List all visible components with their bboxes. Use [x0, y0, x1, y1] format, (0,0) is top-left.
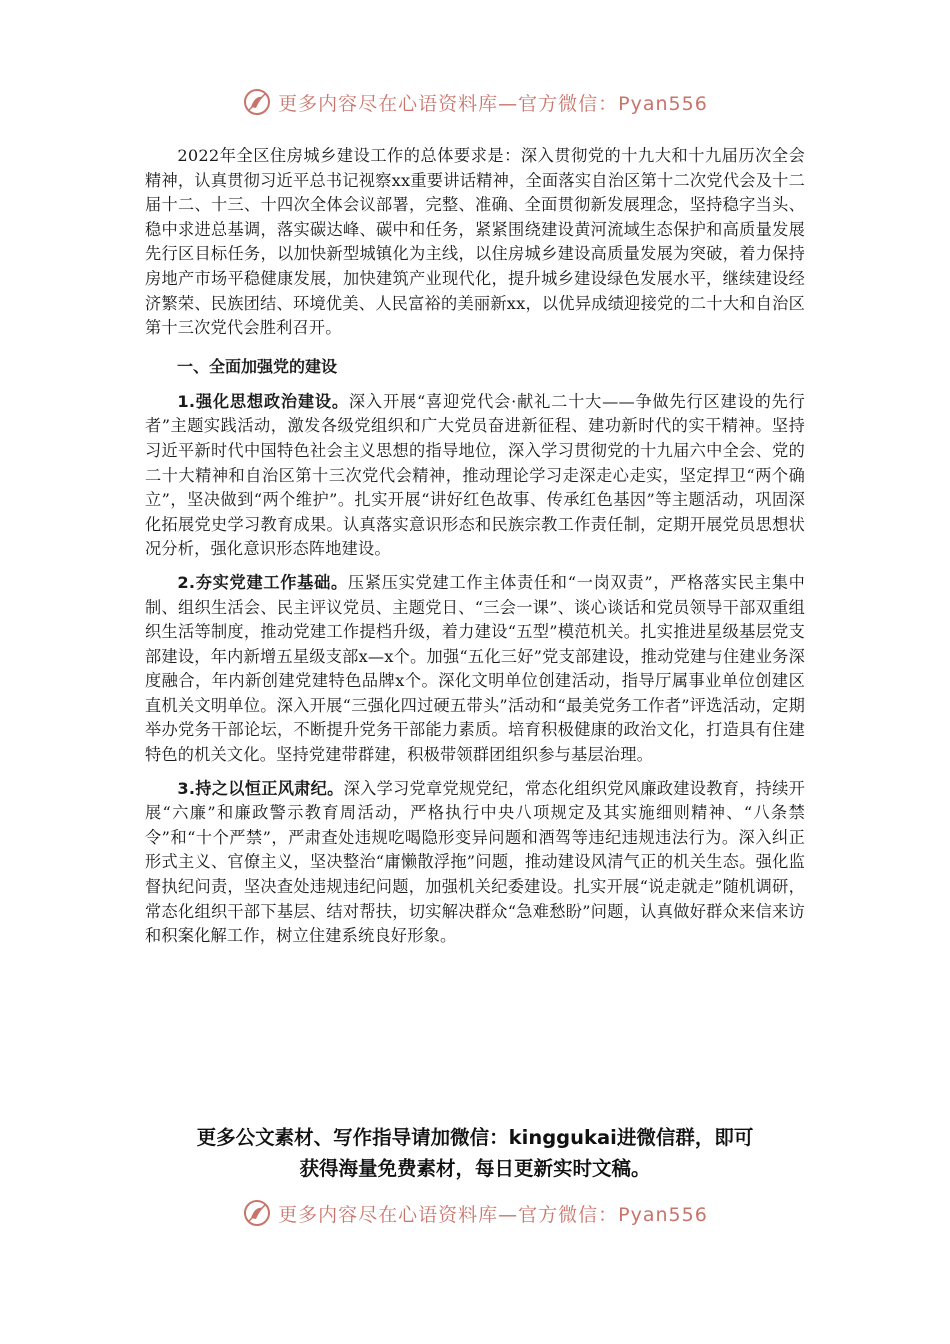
promo-notice [100, 1122, 850, 1184]
item-body-3: 深入学习党章党规党纪，常态化组织党风廉政建设教育，持续开展“六廉”和廉政警示教育周活动，严格执行中央八项规定及其实施细则精神、“八条禁令”和“十个严禁”，严肃查处违规吃喝隐形变异问题和酒驾等违纪违规违法行为。深入纠正形式主义、官僚主义，坚决整治“庸懒散浮拖”问题，推动建设风清气正的机关生态。强化监督执纪问责，坚决查处违规违纪问题，加强机关纪委建设。扎实开展“说走就走”随机调研，常态化组织干部下基层、结对帮扶，切实解决群众“急难愁盼”问题，认真做好群众来信来访和积案化解工作，树立住建系统良好形象。 [145, 778, 805, 946]
brand-logo-icon [242, 1198, 272, 1228]
header-watermark-banner [0, 82, 950, 122]
item-body-2: 压紧压实党建工作主体责任和“一岗双责”，严格落实民主集中制、组织生活会、民主评议党员、主题党日、“三会一课”、谈心谈话和党员领导干部双重组织生活等制度，推动党建工作提档升级，着力建设“五型”模范机关。扎实推进星级基层党支部建设，年内新增五星级支部x—x个。加强“五化三好”党支部建设，推动党建与住建业务深度融合，年内新创建党建特色品牌x个。深化文明单位创建活动，指导厅属事业单位创建区直机关文明单位。深入开展“三强化四过硬五带头”活动和“最美党务工作者”评选活动，定期举办党务干部论坛，不断提升党务干部能力素质。培育积极健康的政治文化，打造具有住建特色的机关文化。坚持党建带群建，积极带领群团组织参与基层治理。 [145, 572, 805, 765]
header-watermark-text: 更多内容尽在心语资料库—官方微信：Pyan556 [278, 92, 708, 115]
item-paragraph-3 [145, 777, 805, 949]
item-body-1: 深入开展“喜迎党代会·献礼二十大——争做先行区建设的先行者”主题实践活动，激发各级党组织和广大党员奋进新征程、建功新时代的实干精神。坚持习近平新时代中国特色社会主义思想的指导地位，深入学习贯彻党的十九届六中全会、党的二十大精神和自治区第十三次党代会精神，推动理论学习走深走心走实，坚定捍卫“两个确立”，坚决做到“两个维护”。扎实开展“讲好红色故事、传承红色基因”等主题活动，巩固深化拓展党史学习教育成果。认真落实意识形态和民族宗教工作责任制，定期开展党员思想状况分析，强化意识形态阵地建设。 [145, 391, 805, 559]
item-paragraph-2 [145, 571, 805, 768]
intro-paragraph: 2022年全区住房城乡建设工作的总体要求是：深入贯彻党的十九大和十九届历次全会精神，认真贯彻习近平总书记视察xx重要讲话精神，全面落实自治区第十二次党代会及十二届十二、十三、十四次全体会议部署，完整、准确、全面贯彻新发展理念，坚持稳字当头、稳中求进总基调，落实碳达峰、碳中和任务，紧紧围绕建设黄河流域生态保护和高质量发展先行区目标任务，以加快新型城镇化为主线，以住房城乡建设高质量发展为突破，着力保持房地产市场平稳健康发展，加快建筑产业现代化，提升城乡建设绿色发展水平，继续建设经济繁荣、民族团结、环境优美、人民富裕的美丽新xx，以优异成绩迎接党的二十大和自治区第十三次党代会胜利召开。 [145, 146, 805, 338]
section-heading: 一、全面加强党的建设 [177, 356, 338, 376]
brand-logo-icon [242, 87, 272, 117]
item-lead-1: 1.强化思想政治建设。 [177, 391, 349, 411]
footer-watermark-banner [0, 1193, 950, 1233]
document-body [145, 144, 805, 958]
item-paragraph-1 [145, 390, 805, 562]
promo-line-2: 获得海量免费素材，每日更新实时文稿。 [299, 1157, 651, 1180]
item-lead-2: 2.夯实党建工作基础。 [177, 572, 348, 592]
footer-watermark-text: 更多内容尽在心语资料库—官方微信：Pyan556 [278, 1203, 708, 1226]
item-lead-3: 3.持之以恒正风肃纪。 [177, 778, 344, 798]
promo-line-1: 更多公文素材、写作指导请加微信：kinggukai进微信群，即可 [196, 1126, 754, 1149]
